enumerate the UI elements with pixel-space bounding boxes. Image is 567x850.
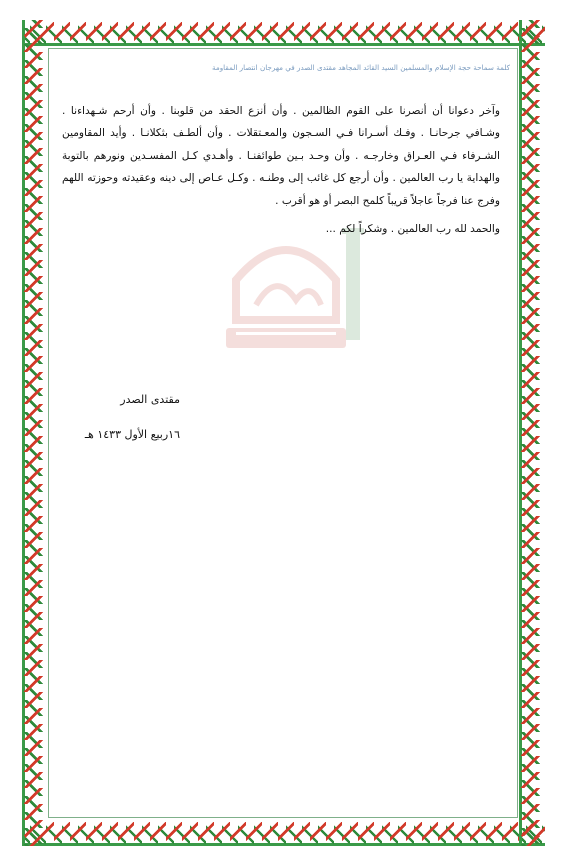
- ornamental-border-bottom: [22, 820, 545, 846]
- ornamental-border-top: [22, 20, 545, 46]
- signature-name: مقتدى الصدر: [120, 393, 180, 406]
- ornamental-border-left: [22, 20, 48, 846]
- ornamental-border-right: [519, 20, 545, 846]
- body-paragraph: [62, 100, 500, 212]
- document-date: ١٦ربيع الأول ١٤٣٣ هـ: [84, 428, 180, 441]
- prayer-paragraph: وآخر دعوانا أن أنصرنا على القوم الظالمين . وأن أنزع الحقد من قلوبنا . وأن أرحم شـهداءنا . وشـافي جرحانـا . وفـك أسـرانا فـي السـجون والمعـتقلات . وأن ألطـف بثكلانـا . وأيد المقاومين الشـرفاء فـي العـراق وخارجـه . وأن وحـد بـين طوائفنـا . وأهـدي كـل المفسـدين ونورهم بالتوبة والهداية يا رب العالمين . وأن أرجع كل غائب إلى وطنـه . وكـل عـاص إلى دينه وعقيدته وحوزته اللهم وفرج عنا فرجاً عاجلاً قريباً كلمح البصر أو هو أقرب .: [62, 105, 500, 207]
- document-header: كلمة سماحة حجة الإسلام والمسلمين السيد القائد المجاهد مقتدى الصدر في مهرجان انتصار المقاومة: [211, 63, 510, 72]
- closing-line: والحمد لله رب العالمين . وشكراً لكم ...: [325, 223, 500, 235]
